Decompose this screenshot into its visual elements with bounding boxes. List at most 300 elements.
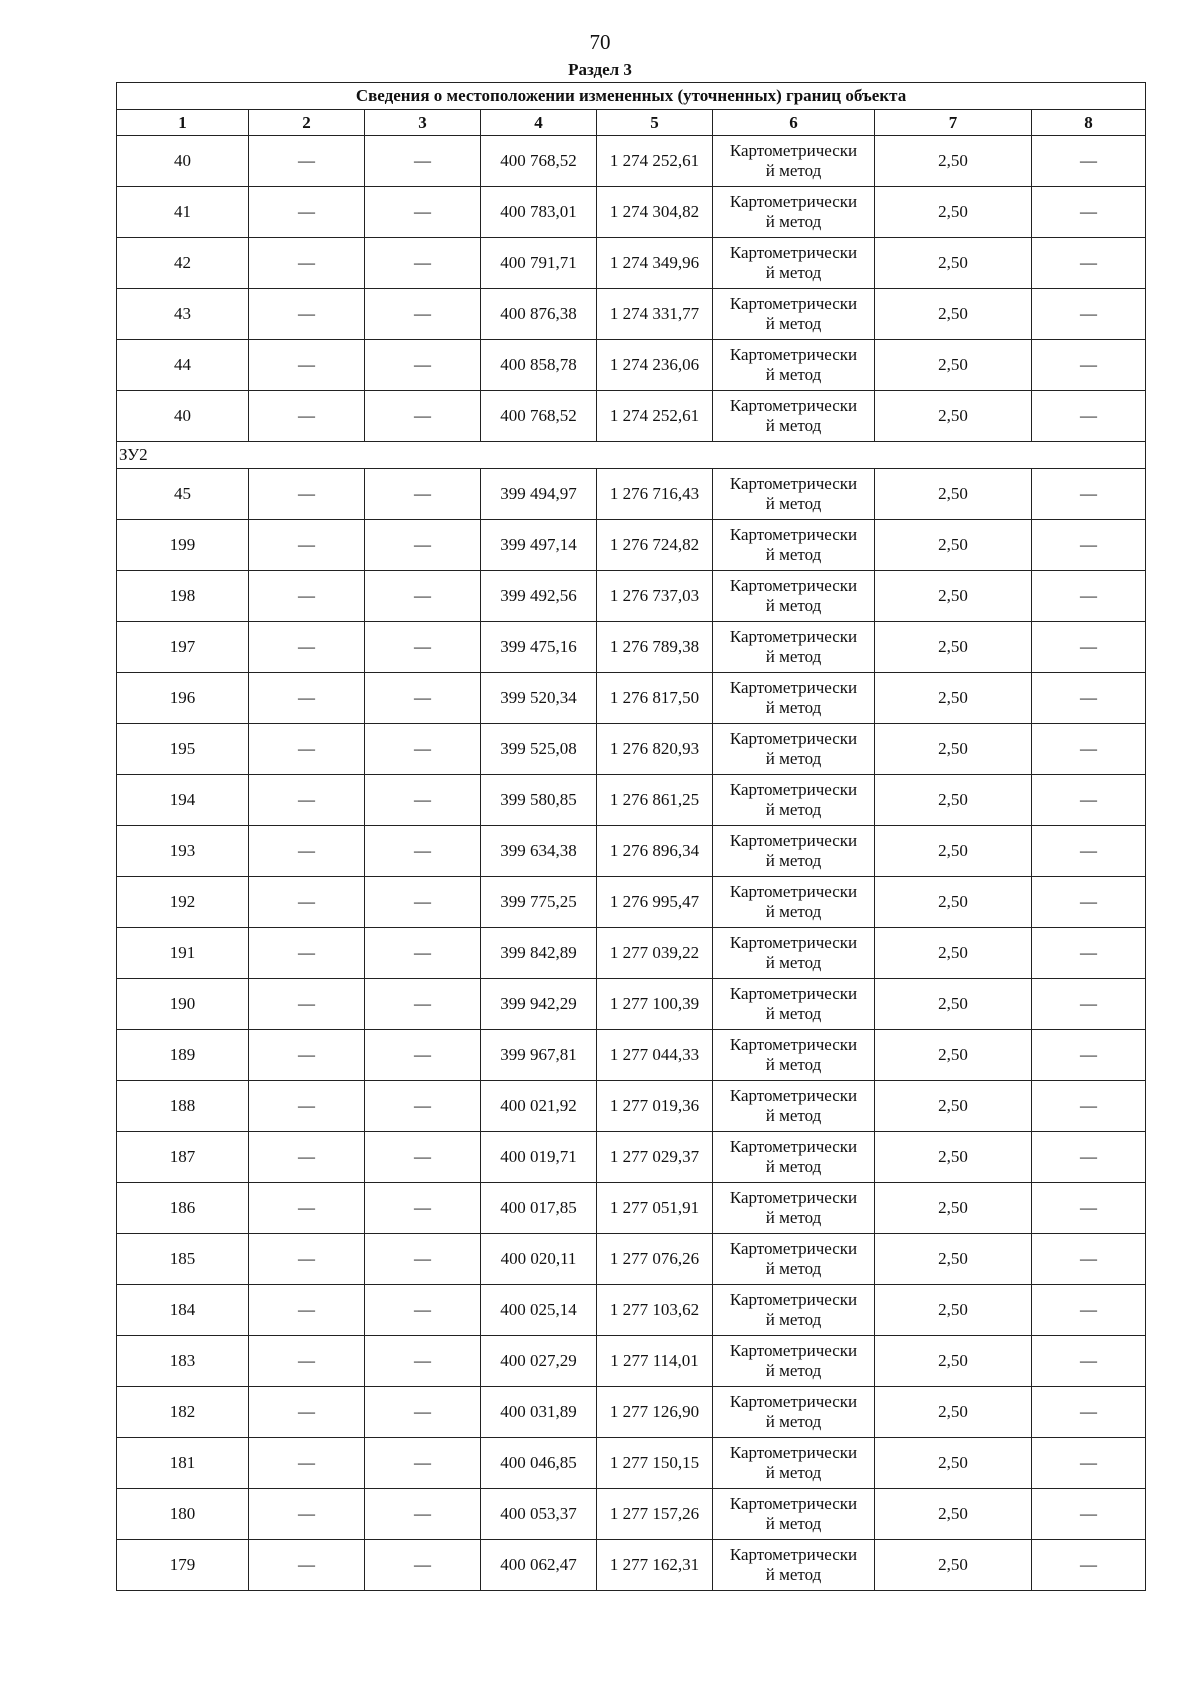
column-3-cell: — bbox=[365, 622, 481, 673]
method-cell bbox=[713, 775, 875, 826]
table-row bbox=[117, 1132, 1146, 1183]
column-2-cell: — bbox=[249, 1387, 365, 1438]
y-coordinate-cell: 1 277 019,36 bbox=[597, 1081, 713, 1132]
point-number-cell: 193 bbox=[117, 826, 249, 877]
column-2-cell: — bbox=[249, 724, 365, 775]
column-3-cell: — bbox=[365, 340, 481, 391]
column-3-cell: — bbox=[365, 1336, 481, 1387]
x-coordinate-cell: 400 053,37 bbox=[481, 1489, 597, 1540]
column-3-cell: — bbox=[365, 469, 481, 520]
column-2-cell: — bbox=[249, 1438, 365, 1489]
boundary-coordinates-table bbox=[116, 82, 1146, 1591]
method-cell bbox=[713, 1285, 875, 1336]
method-line-2: й метод bbox=[765, 1463, 822, 1482]
column-2-cell: — bbox=[249, 622, 365, 673]
column-8-cell: — bbox=[1032, 187, 1146, 238]
method-line-2: й метод bbox=[765, 800, 822, 819]
x-coordinate-cell: 400 025,14 bbox=[481, 1285, 597, 1336]
method-line-1: Картометрически bbox=[729, 1290, 858, 1309]
column-3-cell: — bbox=[365, 238, 481, 289]
table-row bbox=[117, 1438, 1146, 1489]
x-coordinate-cell: 400 791,71 bbox=[481, 238, 597, 289]
column-3-cell: — bbox=[365, 673, 481, 724]
method-line-2: й метод bbox=[765, 314, 822, 333]
method-cell bbox=[713, 622, 875, 673]
method-cell bbox=[713, 1438, 875, 1489]
method-line-1: Картометрически bbox=[729, 1035, 858, 1054]
column-2-cell: — bbox=[249, 391, 365, 442]
column-3-cell: — bbox=[365, 136, 481, 187]
column-3-cell: — bbox=[365, 877, 481, 928]
precision-cell: 2,50 bbox=[875, 340, 1032, 391]
table-row bbox=[117, 1489, 1146, 1540]
column-number: 3 bbox=[365, 110, 481, 136]
method-line-1: Картометрически bbox=[729, 984, 858, 1003]
y-coordinate-cell: 1 276 789,38 bbox=[597, 622, 713, 673]
precision-cell: 2,50 bbox=[875, 826, 1032, 877]
column-8-cell: — bbox=[1032, 238, 1146, 289]
method-line-2: й метод bbox=[765, 494, 822, 513]
method-cell bbox=[713, 187, 875, 238]
precision-cell: 2,50 bbox=[875, 238, 1032, 289]
method-cell bbox=[713, 1234, 875, 1285]
point-number-cell: 185 bbox=[117, 1234, 249, 1285]
point-number-cell: 199 bbox=[117, 520, 249, 571]
point-number-cell: 184 bbox=[117, 1285, 249, 1336]
column-8-cell: — bbox=[1032, 1285, 1146, 1336]
method-line-1: Картометрически bbox=[729, 1443, 858, 1462]
x-coordinate-cell: 399 942,29 bbox=[481, 979, 597, 1030]
x-coordinate-cell: 400 019,71 bbox=[481, 1132, 597, 1183]
method-line-1: Картометрически bbox=[729, 243, 858, 262]
point-number-cell: 183 bbox=[117, 1336, 249, 1387]
method-cell bbox=[713, 1030, 875, 1081]
method-cell bbox=[713, 136, 875, 187]
point-number-cell: 181 bbox=[117, 1438, 249, 1489]
method-cell bbox=[713, 1336, 875, 1387]
column-2-cell: — bbox=[249, 979, 365, 1030]
column-3-cell: — bbox=[365, 979, 481, 1030]
column-3-cell: — bbox=[365, 1234, 481, 1285]
column-8-cell: — bbox=[1032, 1234, 1146, 1285]
precision-cell: 2,50 bbox=[875, 1081, 1032, 1132]
column-8-cell: — bbox=[1032, 1030, 1146, 1081]
precision-cell: 2,50 bbox=[875, 775, 1032, 826]
table-row bbox=[117, 1540, 1146, 1591]
point-number-cell: 40 bbox=[117, 136, 249, 187]
table-body bbox=[117, 136, 1146, 1591]
column-8-cell: — bbox=[1032, 1336, 1146, 1387]
point-number-cell: 187 bbox=[117, 1132, 249, 1183]
method-line-1: Картометрически bbox=[729, 1545, 858, 1564]
method-cell bbox=[713, 469, 875, 520]
point-number-cell: 197 bbox=[117, 622, 249, 673]
column-8-cell: — bbox=[1032, 775, 1146, 826]
y-coordinate-cell: 1 276 896,34 bbox=[597, 826, 713, 877]
column-3-cell: — bbox=[365, 1183, 481, 1234]
group-label: ЗУ2 bbox=[117, 442, 1146, 469]
column-3-cell: — bbox=[365, 1081, 481, 1132]
column-3-cell: — bbox=[365, 826, 481, 877]
method-line-1: Картометрически bbox=[729, 525, 858, 544]
column-2-cell: — bbox=[249, 187, 365, 238]
group-label-row bbox=[117, 442, 1146, 469]
point-number-cell: 191 bbox=[117, 928, 249, 979]
precision-cell: 2,50 bbox=[875, 1489, 1032, 1540]
method-line-1: Картометрически bbox=[729, 780, 858, 799]
y-coordinate-cell: 1 274 236,06 bbox=[597, 340, 713, 391]
method-line-1: Картометрически bbox=[729, 345, 858, 364]
column-2-cell: — bbox=[249, 1540, 365, 1591]
method-cell bbox=[713, 1081, 875, 1132]
precision-cell: 2,50 bbox=[875, 1132, 1032, 1183]
y-coordinate-cell: 1 277 150,15 bbox=[597, 1438, 713, 1489]
column-8-cell: — bbox=[1032, 826, 1146, 877]
method-line-1: Картометрически bbox=[729, 882, 858, 901]
column-8-cell: — bbox=[1032, 673, 1146, 724]
x-coordinate-cell: 400 046,85 bbox=[481, 1438, 597, 1489]
y-coordinate-cell: 1 277 039,22 bbox=[597, 928, 713, 979]
method-line-1: Картометрически bbox=[729, 1239, 858, 1258]
column-8-cell: — bbox=[1032, 1438, 1146, 1489]
column-8-cell: — bbox=[1032, 1489, 1146, 1540]
method-line-1: Картометрически bbox=[729, 141, 858, 160]
column-2-cell: — bbox=[249, 1336, 365, 1387]
method-cell bbox=[713, 877, 875, 928]
column-2-cell: — bbox=[249, 826, 365, 877]
y-coordinate-cell: 1 277 114,01 bbox=[597, 1336, 713, 1387]
column-2-cell: — bbox=[249, 1183, 365, 1234]
point-number-cell: 196 bbox=[117, 673, 249, 724]
column-8-cell: — bbox=[1032, 136, 1146, 187]
method-line-1: Картометрически bbox=[729, 294, 858, 313]
x-coordinate-cell: 399 520,34 bbox=[481, 673, 597, 724]
x-coordinate-cell: 400 858,78 bbox=[481, 340, 597, 391]
column-2-cell: — bbox=[249, 1234, 365, 1285]
y-coordinate-cell: 1 274 304,82 bbox=[597, 187, 713, 238]
column-3-cell: — bbox=[365, 1387, 481, 1438]
column-2-cell: — bbox=[249, 928, 365, 979]
precision-cell: 2,50 bbox=[875, 1387, 1032, 1438]
column-8-cell: — bbox=[1032, 724, 1146, 775]
table-row bbox=[117, 928, 1146, 979]
point-number-cell: 194 bbox=[117, 775, 249, 826]
precision-cell: 2,50 bbox=[875, 289, 1032, 340]
method-cell bbox=[713, 979, 875, 1030]
column-number: 6 bbox=[713, 110, 875, 136]
column-number: 4 bbox=[481, 110, 597, 136]
x-coordinate-cell: 400 017,85 bbox=[481, 1183, 597, 1234]
column-2-cell: — bbox=[249, 136, 365, 187]
table-row bbox=[117, 673, 1146, 724]
y-coordinate-cell: 1 276 861,25 bbox=[597, 775, 713, 826]
table-row bbox=[117, 622, 1146, 673]
method-cell bbox=[713, 340, 875, 391]
point-number-cell: 188 bbox=[117, 1081, 249, 1132]
precision-cell: 2,50 bbox=[875, 724, 1032, 775]
method-cell bbox=[713, 673, 875, 724]
method-line-2: й метод bbox=[765, 365, 822, 384]
precision-cell: 2,50 bbox=[875, 520, 1032, 571]
method-cell bbox=[713, 1540, 875, 1591]
method-line-2: й метод bbox=[765, 851, 822, 870]
method-line-1: Картометрически bbox=[729, 1494, 858, 1513]
point-number-cell: 45 bbox=[117, 469, 249, 520]
column-8-cell: — bbox=[1032, 1183, 1146, 1234]
precision-cell: 2,50 bbox=[875, 1234, 1032, 1285]
column-3-cell: — bbox=[365, 1438, 481, 1489]
table-row bbox=[117, 520, 1146, 571]
method-line-1: Картометрически bbox=[729, 1086, 858, 1105]
method-line-2: й метод bbox=[765, 953, 822, 972]
point-number-cell: 40 bbox=[117, 391, 249, 442]
point-number-cell: 43 bbox=[117, 289, 249, 340]
column-2-cell: — bbox=[249, 571, 365, 622]
table-row bbox=[117, 724, 1146, 775]
y-coordinate-cell: 1 274 252,61 bbox=[597, 136, 713, 187]
y-coordinate-cell: 1 277 051,91 bbox=[597, 1183, 713, 1234]
point-number-cell: 189 bbox=[117, 1030, 249, 1081]
column-3-cell: — bbox=[365, 187, 481, 238]
column-2-cell: — bbox=[249, 775, 365, 826]
method-line-2: й метод bbox=[765, 596, 822, 615]
column-3-cell: — bbox=[365, 571, 481, 622]
column-2-cell: — bbox=[249, 520, 365, 571]
method-line-1: Картометрически bbox=[729, 192, 858, 211]
column-2-cell: — bbox=[249, 1489, 365, 1540]
column-3-cell: — bbox=[365, 1285, 481, 1336]
column-2-cell: — bbox=[249, 340, 365, 391]
method-cell bbox=[713, 724, 875, 775]
column-8-cell: — bbox=[1032, 469, 1146, 520]
point-number-cell: 192 bbox=[117, 877, 249, 928]
precision-cell: 2,50 bbox=[875, 928, 1032, 979]
y-coordinate-cell: 1 274 349,96 bbox=[597, 238, 713, 289]
method-cell bbox=[713, 520, 875, 571]
column-8-cell: — bbox=[1032, 1540, 1146, 1591]
column-2-cell: — bbox=[249, 1132, 365, 1183]
method-line-1: Картометрически bbox=[729, 729, 858, 748]
method-line-1: Картометрически bbox=[729, 1188, 858, 1207]
column-3-cell: — bbox=[365, 1030, 481, 1081]
method-line-1: Картометрически bbox=[729, 474, 858, 493]
x-coordinate-cell: 400 062,47 bbox=[481, 1540, 597, 1591]
table-row bbox=[117, 469, 1146, 520]
precision-cell: 2,50 bbox=[875, 469, 1032, 520]
x-coordinate-cell: 399 967,81 bbox=[481, 1030, 597, 1081]
y-coordinate-cell: 1 277 157,26 bbox=[597, 1489, 713, 1540]
column-8-cell: — bbox=[1032, 979, 1146, 1030]
point-number-cell: 41 bbox=[117, 187, 249, 238]
column-3-cell: — bbox=[365, 724, 481, 775]
page-number: 70 bbox=[589, 30, 611, 54]
table-row bbox=[117, 136, 1146, 187]
section-title: Раздел 3 bbox=[568, 60, 632, 79]
column-8-cell: — bbox=[1032, 571, 1146, 622]
column-number: 7 bbox=[875, 110, 1032, 136]
y-coordinate-cell: 1 277 044,33 bbox=[597, 1030, 713, 1081]
method-line-2: й метод bbox=[765, 647, 822, 666]
point-number-cell: 180 bbox=[117, 1489, 249, 1540]
x-coordinate-cell: 399 492,56 bbox=[481, 571, 597, 622]
method-cell bbox=[713, 391, 875, 442]
method-line-2: й метод bbox=[765, 1157, 822, 1176]
y-coordinate-cell: 1 276 820,93 bbox=[597, 724, 713, 775]
table-row bbox=[117, 1387, 1146, 1438]
method-line-1: Картометрически bbox=[729, 678, 858, 697]
x-coordinate-cell: 399 494,97 bbox=[481, 469, 597, 520]
column-3-cell: — bbox=[365, 775, 481, 826]
x-coordinate-cell: 400 031,89 bbox=[481, 1387, 597, 1438]
table-row bbox=[117, 340, 1146, 391]
method-line-2: й метод bbox=[765, 1004, 822, 1023]
y-coordinate-cell: 1 277 162,31 bbox=[597, 1540, 713, 1591]
table-row bbox=[117, 1285, 1146, 1336]
column-2-cell: — bbox=[249, 673, 365, 724]
precision-cell: 2,50 bbox=[875, 1438, 1032, 1489]
column-8-cell: — bbox=[1032, 340, 1146, 391]
x-coordinate-cell: 399 580,85 bbox=[481, 775, 597, 826]
x-coordinate-cell: 399 634,38 bbox=[481, 826, 597, 877]
method-line-2: й метод bbox=[765, 1514, 822, 1533]
precision-cell: 2,50 bbox=[875, 1540, 1032, 1591]
y-coordinate-cell: 1 276 724,82 bbox=[597, 520, 713, 571]
table-row bbox=[117, 391, 1146, 442]
y-coordinate-cell: 1 276 995,47 bbox=[597, 877, 713, 928]
y-coordinate-cell: 1 277 076,26 bbox=[597, 1234, 713, 1285]
column-number: 2 bbox=[249, 110, 365, 136]
precision-cell: 2,50 bbox=[875, 673, 1032, 724]
precision-cell: 2,50 bbox=[875, 187, 1032, 238]
column-2-cell: — bbox=[249, 238, 365, 289]
method-line-1: Картометрически bbox=[729, 1341, 858, 1360]
precision-cell: 2,50 bbox=[875, 1336, 1032, 1387]
x-coordinate-cell: 399 497,14 bbox=[481, 520, 597, 571]
table-row bbox=[117, 826, 1146, 877]
precision-cell: 2,50 bbox=[875, 979, 1032, 1030]
precision-cell: 2,50 bbox=[875, 136, 1032, 187]
column-3-cell: — bbox=[365, 1489, 481, 1540]
method-line-2: й метод bbox=[765, 1361, 822, 1380]
table-row bbox=[117, 1336, 1146, 1387]
precision-cell: 2,50 bbox=[875, 1183, 1032, 1234]
point-number-cell: 198 bbox=[117, 571, 249, 622]
method-cell bbox=[713, 1387, 875, 1438]
column-8-cell: — bbox=[1032, 877, 1146, 928]
method-line-2: й метод bbox=[765, 1106, 822, 1125]
method-line-2: й метод bbox=[765, 749, 822, 768]
column-2-cell: — bbox=[249, 469, 365, 520]
table-row bbox=[117, 979, 1146, 1030]
precision-cell: 2,50 bbox=[875, 571, 1032, 622]
x-coordinate-cell: 400 783,01 bbox=[481, 187, 597, 238]
precision-cell: 2,50 bbox=[875, 391, 1032, 442]
precision-cell: 2,50 bbox=[875, 622, 1032, 673]
column-8-cell: — bbox=[1032, 1081, 1146, 1132]
column-2-cell: — bbox=[249, 877, 365, 928]
x-coordinate-cell: 400 768,52 bbox=[481, 136, 597, 187]
method-line-1: Картометрически bbox=[729, 576, 858, 595]
method-line-2: й метод bbox=[765, 1412, 822, 1431]
point-number-cell: 182 bbox=[117, 1387, 249, 1438]
method-cell bbox=[713, 826, 875, 877]
column-8-cell: — bbox=[1032, 1132, 1146, 1183]
column-2-cell: — bbox=[249, 1285, 365, 1336]
table-row bbox=[117, 877, 1146, 928]
x-coordinate-cell: 400 020,11 bbox=[481, 1234, 597, 1285]
method-cell bbox=[713, 571, 875, 622]
x-coordinate-cell: 400 768,52 bbox=[481, 391, 597, 442]
method-line-1: Картометрически bbox=[729, 627, 858, 646]
y-coordinate-cell: 1 277 029,37 bbox=[597, 1132, 713, 1183]
column-8-cell: — bbox=[1032, 622, 1146, 673]
table-caption: Сведения о местоположении измененных (уточненных) границ объекта bbox=[117, 83, 1146, 110]
point-number-cell: 195 bbox=[117, 724, 249, 775]
method-cell bbox=[713, 1132, 875, 1183]
column-3-cell: — bbox=[365, 289, 481, 340]
column-number: 5 bbox=[597, 110, 713, 136]
y-coordinate-cell: 1 277 100,39 bbox=[597, 979, 713, 1030]
precision-cell: 2,50 bbox=[875, 877, 1032, 928]
method-line-1: Картометрически bbox=[729, 1137, 858, 1156]
method-line-1: Картометрически bbox=[729, 1392, 858, 1411]
column-3-cell: — bbox=[365, 520, 481, 571]
x-coordinate-cell: 400 876,38 bbox=[481, 289, 597, 340]
y-coordinate-cell: 1 277 103,62 bbox=[597, 1285, 713, 1336]
column-3-cell: — bbox=[365, 1540, 481, 1591]
column-8-cell: — bbox=[1032, 289, 1146, 340]
point-number-cell: 179 bbox=[117, 1540, 249, 1591]
method-line-1: Картометрически bbox=[729, 933, 858, 952]
table-row bbox=[117, 1234, 1146, 1285]
method-line-2: й метод bbox=[765, 698, 822, 717]
column-8-cell: — bbox=[1032, 391, 1146, 442]
column-number: 1 bbox=[117, 110, 249, 136]
method-cell bbox=[713, 928, 875, 979]
point-number-cell: 190 bbox=[117, 979, 249, 1030]
y-coordinate-cell: 1 276 817,50 bbox=[597, 673, 713, 724]
y-coordinate-cell: 1 274 331,77 bbox=[597, 289, 713, 340]
method-line-2: й метод bbox=[765, 416, 822, 435]
table-row bbox=[117, 1030, 1146, 1081]
column-2-cell: — bbox=[249, 1030, 365, 1081]
column-3-cell: — bbox=[365, 391, 481, 442]
method-line-2: й метод bbox=[765, 1055, 822, 1074]
table-caption-row bbox=[117, 83, 1146, 110]
method-line-2: й метод bbox=[765, 1310, 822, 1329]
point-number-cell: 42 bbox=[117, 238, 249, 289]
method-line-2: й метод bbox=[765, 1259, 822, 1278]
method-line-2: й метод bbox=[765, 1208, 822, 1227]
y-coordinate-cell: 1 276 716,43 bbox=[597, 469, 713, 520]
table-row bbox=[117, 775, 1146, 826]
column-2-cell: — bbox=[249, 289, 365, 340]
table-row bbox=[117, 187, 1146, 238]
precision-cell: 2,50 bbox=[875, 1030, 1032, 1081]
column-3-cell: — bbox=[365, 1132, 481, 1183]
x-coordinate-cell: 400 021,92 bbox=[481, 1081, 597, 1132]
method-line-2: й метод bbox=[765, 1565, 822, 1584]
method-cell bbox=[713, 289, 875, 340]
x-coordinate-cell: 399 475,16 bbox=[481, 622, 597, 673]
y-coordinate-cell: 1 276 737,03 bbox=[597, 571, 713, 622]
y-coordinate-cell: 1 277 126,90 bbox=[597, 1387, 713, 1438]
point-number-cell: 186 bbox=[117, 1183, 249, 1234]
method-line-1: Картометрически bbox=[729, 396, 858, 415]
method-line-2: й метод bbox=[765, 263, 822, 282]
x-coordinate-cell: 399 842,89 bbox=[481, 928, 597, 979]
method-cell bbox=[713, 1489, 875, 1540]
